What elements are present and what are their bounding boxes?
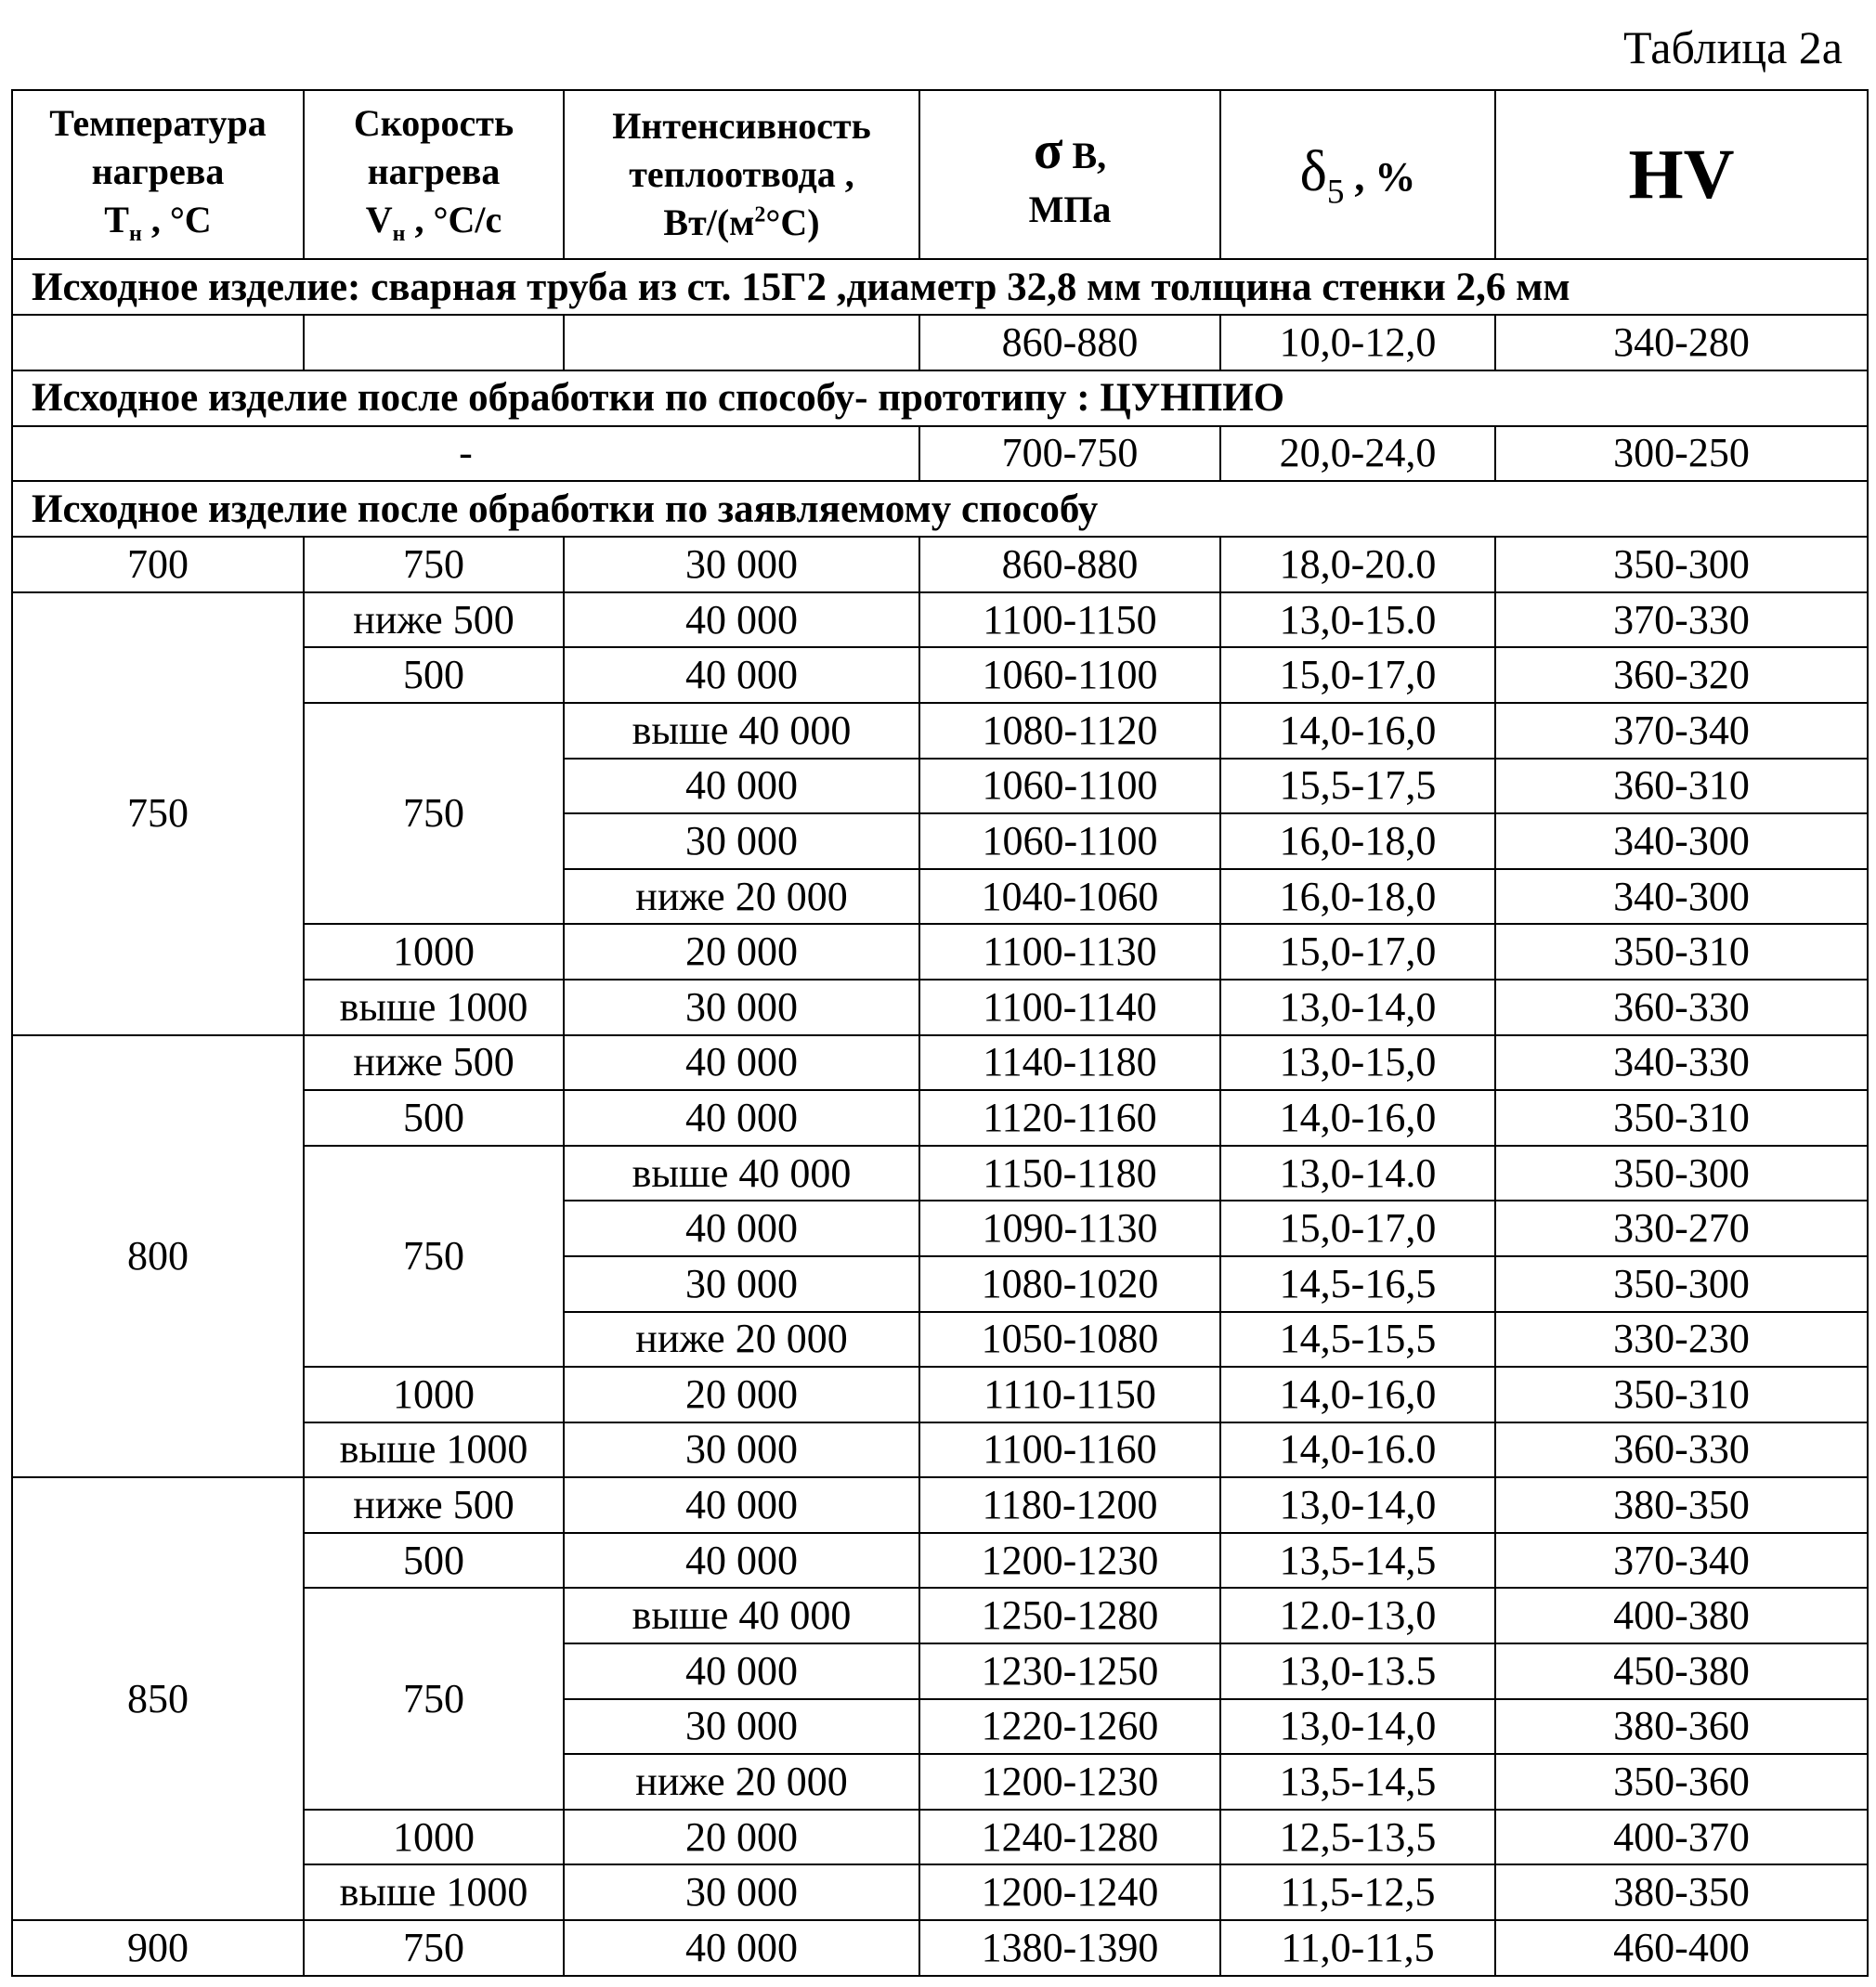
cell-sigma: 1100-1160 (919, 1422, 1220, 1478)
header-symbol: V (365, 199, 393, 241)
cell-sigma: 1120-1160 (919, 1090, 1220, 1146)
cell-delta: 11,0-11,5 (1220, 1920, 1495, 1976)
cell-delta: 14,5-16,5 (1220, 1256, 1495, 1312)
cell-hv: 350-300 (1495, 537, 1868, 592)
cell-intensity: 30 000 (564, 1864, 919, 1920)
cell-sigma: 1200-1240 (919, 1864, 1220, 1920)
section-row-claimed (12, 481, 1868, 537)
cell-delta: 13,0-13.5 (1220, 1643, 1495, 1699)
section-row-prototype (12, 370, 1868, 426)
cell-heating-rate: 500 (304, 1533, 564, 1589)
cell-delta: 15,5-17,5 (1220, 759, 1495, 814)
header-unit: Вт/(м (663, 201, 755, 243)
cell-delta: 13,0-15.0 (1220, 592, 1495, 648)
header-subscript: н (392, 222, 406, 247)
header-tensile-strength (919, 90, 1220, 259)
cell-params: - (12, 426, 919, 482)
cell-sigma: 700-750 (919, 426, 1220, 482)
cell-delta: 16,0-18,0 (1220, 813, 1495, 869)
header-superscript: 2 (754, 202, 766, 227)
cell-sigma: 1150-1180 (919, 1146, 1220, 1201)
header-subscript: 5 (1326, 173, 1345, 212)
cell-sigma: 1100-1140 (919, 980, 1220, 1035)
section-row-initial (12, 259, 1868, 315)
cell-sigma: 860-880 (919, 537, 1220, 592)
cell-sigma: 1380-1390 (919, 1920, 1220, 1976)
cell-hv: 370-340 (1495, 703, 1868, 759)
cell-hv: 330-270 (1495, 1201, 1868, 1256)
cell-hv: 380-350 (1495, 1864, 1868, 1920)
cell-intensity: 20 000 (564, 1367, 919, 1422)
header-heating-temperature (12, 90, 304, 259)
header-hardness: HV (1495, 90, 1868, 259)
cell-heating-rate: 750 (304, 1146, 564, 1367)
cell-intensity: 40 000 (564, 1477, 919, 1533)
table-row (12, 1920, 1868, 1976)
cell-heating-rate: выше 1000 (304, 1422, 564, 1478)
table-row (12, 1035, 1868, 1091)
cell-delta: 14,0-16,0 (1220, 703, 1495, 759)
header-unit: МПа (1028, 188, 1112, 230)
cell-sigma: 1230-1250 (919, 1643, 1220, 1699)
cell-intensity: 30 000 (564, 1422, 919, 1478)
cell-temperature: 900 (12, 1920, 304, 1976)
cell-intensity: 30 000 (564, 813, 919, 869)
cell-empty (12, 315, 304, 370)
cell-delta: 16,0-18,0 (1220, 869, 1495, 925)
cell-sigma: 1140-1180 (919, 1035, 1220, 1091)
cell-sigma: 1060-1100 (919, 813, 1220, 869)
cell-intensity: 40 000 (564, 647, 919, 703)
cell-sigma: 1180-1200 (919, 1477, 1220, 1533)
cell-delta: 15,0-17,0 (1220, 924, 1495, 980)
cell-sigma: 1080-1120 (919, 703, 1220, 759)
cell-intensity: ниже 20 000 (564, 869, 919, 925)
cell-sigma: 1220-1260 (919, 1699, 1220, 1755)
cell-heating-rate: ниже 500 (304, 1035, 564, 1091)
cell-hv: 360-330 (1495, 980, 1868, 1035)
cell-hv: 340-280 (1495, 315, 1868, 370)
header-text: Скорость (353, 102, 515, 145)
cell-hv: 370-330 (1495, 592, 1868, 648)
section-title: Исходное изделие после обработки по заявляемому способу (12, 481, 1868, 537)
cell-hv: 360-320 (1495, 647, 1868, 703)
cell-hv: 340-330 (1495, 1035, 1868, 1091)
cell-delta: 18,0-20.0 (1220, 537, 1495, 592)
cell-intensity: ниже 20 000 (564, 1754, 919, 1810)
header-subscript: В, (1062, 135, 1107, 177)
cell-delta: 14,0-16,0 (1220, 1367, 1495, 1422)
cell-sigma: 1100-1150 (919, 592, 1220, 648)
cell-hv: 330-230 (1495, 1312, 1868, 1368)
cell-delta: 15,0-17,0 (1220, 1201, 1495, 1256)
section-title: Исходное изделие после обработки по способу- прототипу : ЦУНПИО (12, 370, 1868, 426)
cell-heating-rate: 750 (304, 537, 564, 592)
cell-heating-rate: 1000 (304, 924, 564, 980)
cell-delta: 14,5-15,5 (1220, 1312, 1495, 1368)
cell-empty (564, 315, 919, 370)
cell-intensity: 20 000 (564, 1810, 919, 1865)
cell-hv: 350-310 (1495, 924, 1868, 980)
cell-heating-rate: 750 (304, 703, 564, 924)
cell-sigma: 1240-1280 (919, 1810, 1220, 1865)
cell-hv: 360-330 (1495, 1422, 1868, 1478)
header-symbol: σ (1033, 120, 1063, 181)
section-title: Исходное изделие: сварная труба из ст. 15Г2 ,диаметр 32,8 мм толщина стенки 2,6 мм (12, 259, 1868, 315)
cell-temperature: 800 (12, 1035, 304, 1478)
cell-heating-rate: 750 (304, 1588, 564, 1809)
cell-heating-rate: выше 1000 (304, 1864, 564, 1920)
header-text: Температура (49, 102, 267, 145)
cell-heating-rate: 1000 (304, 1367, 564, 1422)
cell-sigma: 1050-1080 (919, 1312, 1220, 1368)
cell-hv: 340-300 (1495, 813, 1868, 869)
cell-heating-rate: выше 1000 (304, 980, 564, 1035)
cell-temperature: 700 (12, 537, 304, 592)
header-subscript: н (128, 222, 142, 247)
table-row (12, 1477, 1868, 1533)
cell-sigma: 1110-1150 (919, 1367, 1220, 1422)
cell-delta: 13,5-14,5 (1220, 1533, 1495, 1589)
cell-delta: 12,5-13,5 (1220, 1810, 1495, 1865)
cell-hv: 360-310 (1495, 759, 1868, 814)
header-text: нагрева (367, 150, 501, 193)
header-unit: , °С/с (405, 199, 502, 241)
cell-delta: 12.0-13,0 (1220, 1588, 1495, 1643)
header-text: нагрева (91, 150, 225, 193)
header-heat-removal-intensity (564, 90, 919, 259)
cell-hv: 350-360 (1495, 1754, 1868, 1810)
cell-sigma: 1100-1130 (919, 924, 1220, 980)
cell-intensity: 40 000 (564, 1090, 919, 1146)
cell-sigma: 1090-1130 (919, 1201, 1220, 1256)
header-symbol: Т (104, 199, 129, 241)
header-text: теплоотвода , (629, 153, 854, 195)
cell-sigma: 1060-1100 (919, 647, 1220, 703)
cell-intensity: 40 000 (564, 759, 919, 814)
cell-sigma: 860-880 (919, 315, 1220, 370)
cell-hv: 380-350 (1495, 1477, 1868, 1533)
cell-hv: 400-380 (1495, 1588, 1868, 1643)
cell-delta: 13,5-14,5 (1220, 1754, 1495, 1810)
cell-intensity: 20 000 (564, 924, 919, 980)
header-unit: °С) (765, 201, 820, 243)
cell-delta: 15,0-17,0 (1220, 647, 1495, 703)
cell-delta: 13,0-14,0 (1220, 980, 1495, 1035)
cell-intensity: 40 000 (564, 1643, 919, 1699)
cell-heating-rate: 750 (304, 1920, 564, 1976)
cell-temperature: 850 (12, 1477, 304, 1920)
header-elongation (1220, 90, 1495, 259)
cell-intensity: 30 000 (564, 1256, 919, 1312)
cell-intensity: выше 40 000 (564, 1588, 919, 1643)
cell-sigma: 1200-1230 (919, 1533, 1220, 1589)
cell-hv: 450-380 (1495, 1643, 1868, 1699)
cell-intensity: 40 000 (564, 1920, 919, 1976)
cell-sigma: 1060-1100 (919, 759, 1220, 814)
cell-hv: 370-340 (1495, 1533, 1868, 1589)
cell-delta: 14,0-16.0 (1220, 1422, 1495, 1478)
cell-sigma: 1040-1060 (919, 869, 1220, 925)
cell-delta: 20,0-24,0 (1220, 426, 1495, 482)
table-row-initial (12, 315, 1868, 370)
header-unit: , % (1344, 153, 1416, 200)
cell-delta: 13,0-14,0 (1220, 1699, 1495, 1755)
cell-hv: 380-360 (1495, 1699, 1868, 1755)
header-heating-rate (304, 90, 564, 259)
cell-heating-rate: ниже 500 (304, 1477, 564, 1533)
cell-intensity: 40 000 (564, 1035, 919, 1091)
cell-intensity: 30 000 (564, 537, 919, 592)
cell-heating-rate: 500 (304, 1090, 564, 1146)
cell-empty (304, 315, 564, 370)
cell-intensity: 30 000 (564, 980, 919, 1035)
cell-heating-rate: 1000 (304, 1810, 564, 1865)
header-row (12, 90, 1868, 259)
cell-hv: 350-300 (1495, 1256, 1868, 1312)
table-row-prototype (12, 426, 1868, 482)
cell-intensity: выше 40 000 (564, 1146, 919, 1201)
cell-sigma: 1200-1230 (919, 1754, 1220, 1810)
cell-intensity: 30 000 (564, 1699, 919, 1755)
cell-intensity: 40 000 (564, 1533, 919, 1589)
cell-delta: 10,0-12,0 (1220, 315, 1495, 370)
cell-intensity: выше 40 000 (564, 703, 919, 759)
cell-hv: 460-400 (1495, 1920, 1868, 1976)
header-text: Интенсивность (612, 105, 871, 147)
results-table (11, 89, 1869, 1977)
cell-delta: 13,0-15,0 (1220, 1035, 1495, 1091)
cell-intensity: ниже 20 000 (564, 1312, 919, 1368)
cell-intensity: 40 000 (564, 1201, 919, 1256)
cell-sigma: 1080-1020 (919, 1256, 1220, 1312)
cell-delta: 13,0-14.0 (1220, 1146, 1495, 1201)
cell-delta: 11,5-12,5 (1220, 1864, 1495, 1920)
cell-hv: 350-310 (1495, 1367, 1868, 1422)
cell-hv: 300-250 (1495, 426, 1868, 482)
cell-hv: 340-300 (1495, 869, 1868, 925)
table-row (12, 592, 1868, 648)
cell-delta: 14,0-16,0 (1220, 1090, 1495, 1146)
table-row (12, 537, 1868, 592)
cell-hv: 350-300 (1495, 1146, 1868, 1201)
header-unit: , °С (141, 199, 212, 241)
header-symbol: δ (1299, 139, 1327, 203)
table-caption: Таблица 2а (1622, 21, 1843, 73)
cell-heating-rate: ниже 500 (304, 592, 564, 648)
cell-heating-rate: 500 (304, 647, 564, 703)
cell-hv: 400-370 (1495, 1810, 1868, 1865)
cell-delta: 13,0-14,0 (1220, 1477, 1495, 1533)
cell-temperature: 750 (12, 592, 304, 1035)
cell-intensity: 40 000 (564, 592, 919, 648)
cell-sigma: 1250-1280 (919, 1588, 1220, 1643)
cell-hv: 350-310 (1495, 1090, 1868, 1146)
